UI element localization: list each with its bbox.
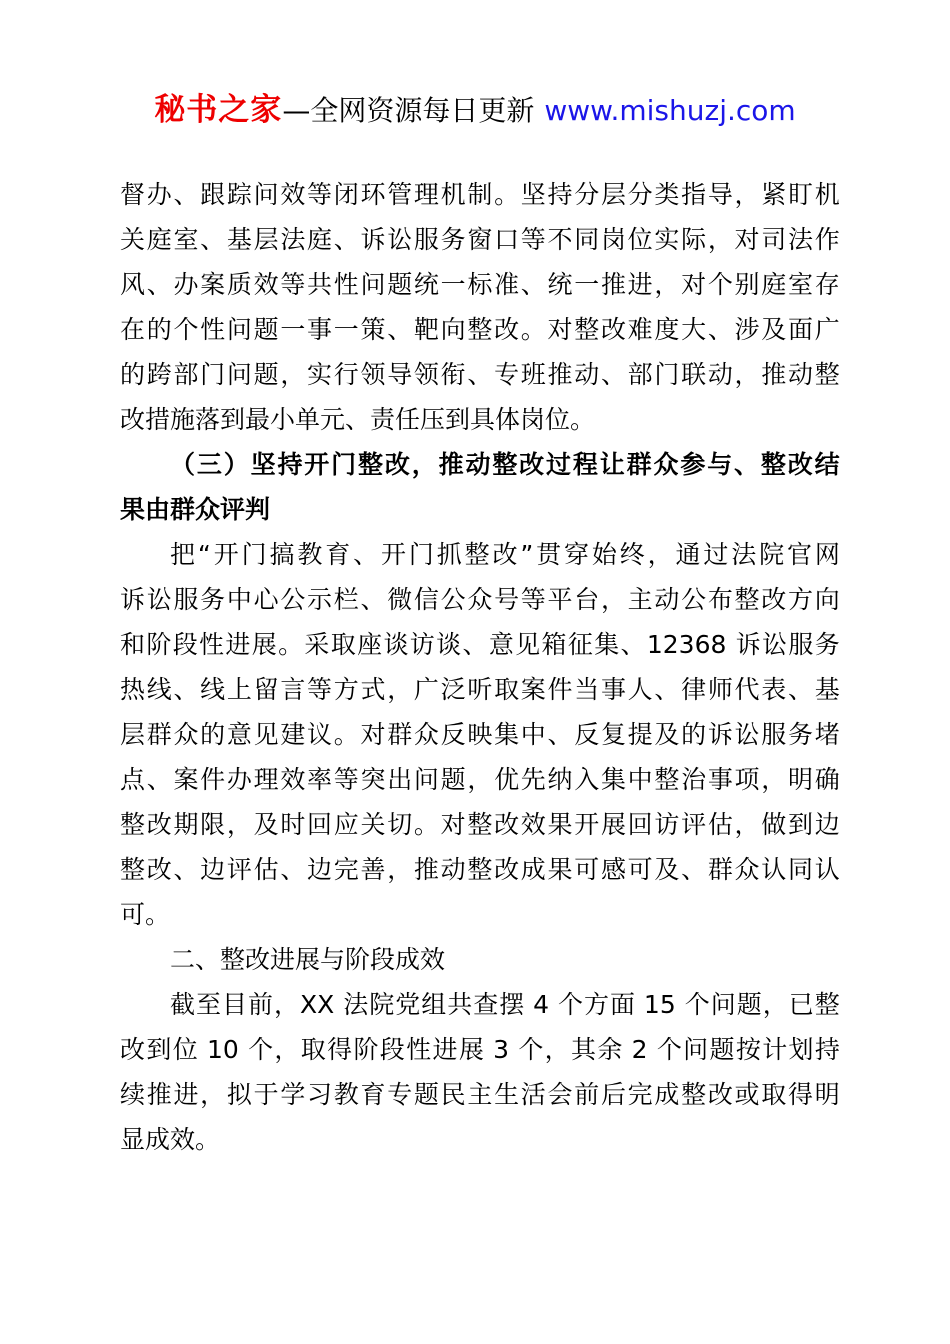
text-line: 显成效。: [120, 1125, 221, 1154]
document-body: [120, 172, 840, 1162]
text-line: 整 改 、 边 评 估 、 边 完 善 ， 推 动 整 改 成 果 可 感 可 及 、 群 众 认 同 认: [120, 855, 840, 884]
text-line: 的 跨 部 门 问 题 ， 实 行 领 导 领 衔 、 专 班 推 动 、 部 门 联 动 ， 推 动 整: [120, 360, 840, 389]
text-line: 整 改 期 限 ， 及 时 回 应 关 切 。 对 整 改 效 果 开 展 回 访 评 估 ， 做 到 边: [120, 810, 840, 839]
text-line: 层 群 众 的 意 见 建 议 。 对 群 众 反 映 集 中 、 反 复 提 及 的 诉 讼 服 务 堵: [120, 720, 840, 749]
text-line: 改措施落到最小单元、责任压到具体岗位。: [120, 405, 596, 434]
text-line: 截 至 目 前 ， XX 法 院 党 组 共 查 摆 4 个 方 面 15 个 问 题 ， 已 整: [170, 990, 840, 1019]
text-line: 续 推 进 ， 拟 于 学 习 教 育 专 题 民 主 生 活 会 前 后 完 成 整 改 或 取 得 明: [120, 1080, 840, 1109]
site-tagline: —全网资源每日更新: [282, 94, 535, 127]
text-line: 热 线 、 线 上 留 言 等 方 式 ， 广 泛 听 取 案 件 当 事 人 、 律 师 代 表 、 基: [120, 675, 840, 704]
text-line: 风 、 办 案 质 效 等 共 性 问 题 统 一 标 准 、 统 一 推 进 ， 对 个 别 庭 室 存: [120, 270, 840, 299]
section-heading-line: （ 三 ） 坚 持 开 门 整 改 ， 推 动 整 改 过 程 让 群 众 参 与 、 整 改 结: [170, 450, 840, 479]
section-heading-line: 果由群众评判: [120, 495, 271, 524]
site-brand: 秘书之家: [154, 92, 283, 128]
text-line: 点 、 案 件 办 理 效 率 等 突 出 问 题 ， 优 先 纳 入 集 中 整 治 事 项 ， 明 确: [120, 765, 840, 794]
section-heading-line: 二、整改进展与阶段成效: [170, 945, 446, 974]
text-line: 诉 讼 服 务 中 心 公 示 栏 、 微 信 公 众 号 等 平 台 ， 主 动 公 布 整 改 方 向: [120, 585, 840, 614]
text-line: 可。: [120, 900, 171, 929]
text-line: 改 到 位 10 个 ， 取 得 阶 段 性 进 展 3 个 ， 其 余 2 个 问 题 按 计 划 持: [120, 1035, 840, 1064]
text-line: 在 的 个 性 问 题 一 事 一 策 、 靶 向 整 改 。 对 整 改 难 度 大 、 涉 及 面 广: [120, 315, 840, 344]
text-line: 和 阶 段 性 进 展 。 采 取 座 谈 访 谈 、 意 见 箱 征 集 、 12368 诉 讼 服 务: [120, 630, 840, 659]
text-line: 把 “ 开 门 搞 教 育 、 开 门 抓 整 改 ” 贯 穿 始 终 ， 通 过 法 院 官 网: [170, 540, 840, 569]
text-line: 督 办 、 跟 踪 问 效 等 闭 环 管 理 机 制 。 坚 持 分 层 分 类 指 导 ， 紧 盯 机: [120, 180, 840, 209]
text-line: 关 庭 室 、 基 层 法 庭 、 诉 讼 服 务 窗 口 等 不 同 岗 位 实 际 ， 对 司 法 作: [120, 225, 840, 254]
site-url-link[interactable]: www.mishuzj.com: [544, 94, 796, 127]
page-header: [0, 0, 950, 128]
